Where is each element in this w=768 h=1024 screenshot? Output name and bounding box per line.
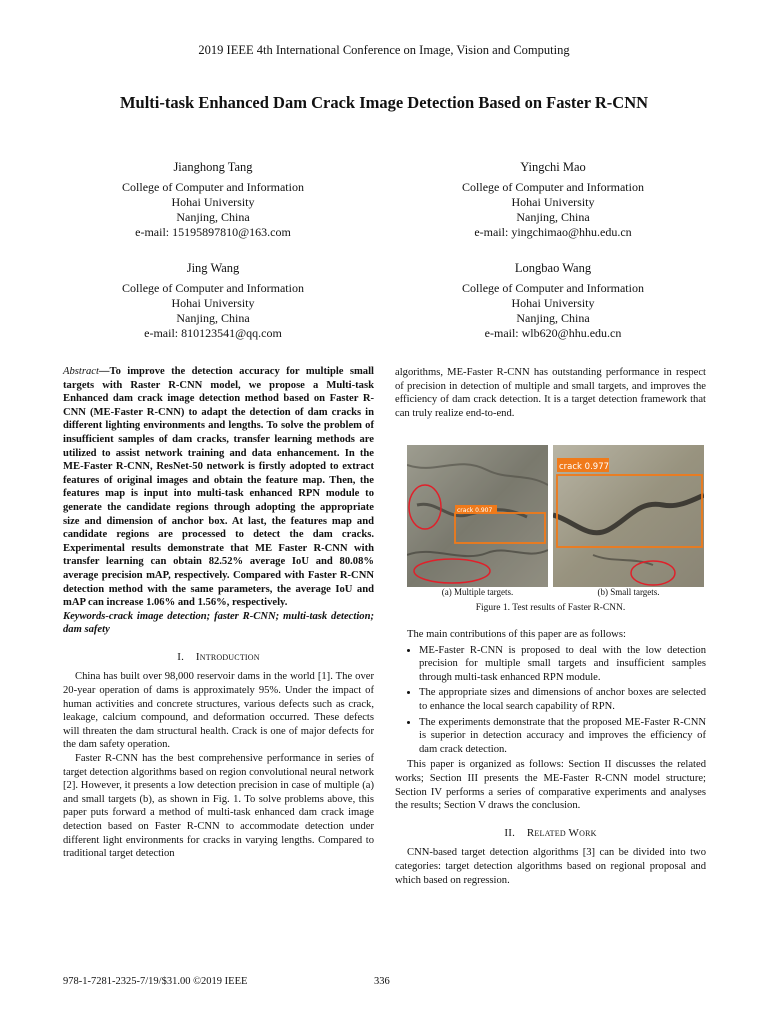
crack-image-small: [553, 445, 704, 587]
crack-image-multiple: [407, 445, 548, 587]
author-univ: Hohai University: [171, 296, 255, 310]
author-email: e-mail: 810123541@qq.com: [144, 326, 282, 340]
intro-paragraph-1: China has built over 98,000 reservoir dams in the world [1]. The over 20-year operation of dams is approximately 95%. Under the impact of human activities and concrete structures, various defects such as crack, leakage, calcium compound, and deformation occurred. These defects will threaten the dam structural health. Crack is one of major defects for the dam safety operation.: [63, 671, 374, 751]
author-city: Nanjing, China: [516, 311, 590, 325]
author-dept: College of Computer and Information: [122, 281, 304, 295]
list-item: • ME-Faster R-CNN is proposed to deal with the low detection precision for multiple small targets and insufficient samples through multi-task enhanced RPN module.: [419, 644, 706, 685]
author-name: Jianghong Tang: [173, 160, 253, 174]
author-name: Longbao Wang: [514, 261, 592, 275]
intro-paragraph-2: Faster R-CNN has the best comprehensive performance in series of target detection algorithms based on region convolutional neural network [2]. However, it presents a low detection precision in case of multiple (a) and small targets (b), as shown in Fig. 1. To solve problems above, this paper puts forward a method of multi-task enhanced dam crack image detection based on Faster R-CNN to accommodate detection under different light environments for cracks in varying lengths. Compared to traditional target detection: [63, 753, 374, 860]
author-block-3: [63, 261, 363, 341]
author-city: Nanjing, China: [176, 311, 250, 325]
right-column-bottom: [395, 628, 706, 887]
figure-1a-image: [407, 445, 548, 587]
author-dept: College of Computer and Information: [122, 180, 304, 194]
related-work-paragraph-1: CNN-based target detection algorithms [3] can be divided into two categories: target detection algorithms based on regional proposal and which based on regression.: [395, 847, 706, 886]
contributions-list: [395, 644, 706, 757]
author-name: Jing Wang: [186, 261, 240, 275]
author-univ: Hohai University: [171, 195, 255, 209]
list-item: • The experiments demonstrate that the proposed ME-Faster R-CNN is superior in detection accuracy and improves the efficiency of dam crack detection.: [419, 716, 706, 757]
abstract: Abstract—To improve the detection accuracy for multiple small targets with Raster R-CNN model, we propose a Multi-task Enhanced dam crack image detection method based on Faster R-CNN (ME-Faster R-CNN) to adapt the detection of dam cracks in different lighting environments and lengths. To solve the problem of insufficient samples of dam cracks, transfer learning methods are utilized to assist network training and data enhancement. In the ME-Faster R-CNN, ResNet-50 network is firstly adopted to extract features of original images and obtain the feature map. Then, the features map is input into multi-task enhanced RPN module to generate the candidate regions through adopting the appropriate size and dimension of anchor box. At last, the features map and candidate regions are processed to detect the dam cracks. Experimental results demonstrate that ME Faster R-CNN with transfer learning can obtain 82.52% average IoU and 80.08% average precision mAP, respectively. Compared with Faster R-CNN detection method with the same parameters, the average IoU and mAP can increase 1.06% and 1.56%, respectively.: [63, 366, 374, 609]
author-block-4: [403, 261, 703, 341]
figure-1b-image: [553, 445, 704, 587]
contributions-intro: The main contributions of this paper are as follows:: [407, 629, 626, 640]
author-univ: Hohai University: [511, 195, 595, 209]
author-email: e-mail: yingchimao@hhu.edu.cn: [474, 225, 632, 239]
keywords: Keywords-crack image detection; faster R-CNN; multi-task detection; dam safety: [63, 610, 374, 636]
author-city: Nanjing, China: [176, 210, 250, 224]
author-dept: College of Computer and Information: [462, 281, 644, 295]
author-city: Nanjing, China: [516, 210, 590, 224]
abstract-label: Abstract: [63, 366, 99, 377]
abstract-text: To improve the detection accuracy for multiple small targets with Raster R-CNN model, we propose a Multi-task Enhanced dam crack image detection method based on Faster R-CNN (ME-Faster R-CNN) to adapt the detection of dam cracks in different lighting environments and lengths. To solve the problem of insufficient samples of dam cracks, transfer learning methods are utilized to assist network training and data enhancement. In the ME-Faster R-CNN, ResNet-50 network is firstly adopted to extract features of original images and obtain the feature map. Then, the features map is input into multi-task enhanced RPN module to generate the candidate regions through adopting the appropriate size and dimension of anchor box. At last, the features map and candidate regions are processed to detect the dam cracks. Experimental results demonstrate that ME Faster R-CNN with transfer learning can obtain 82.52% average IoU and 80.08% average precision mAP, respectively. Compared with Faster R-CNN detection method with the same parameters, the average IoU and mAP can increase 1.06% and 1.56%, respectively.: [63, 366, 374, 609]
organization-paragraph: This paper is organized as follows: Section II discusses the related works; Section III presents the ME-Faster R-CNN model structure; Section IV performs a series of comparative experiments and analyses the results; Section V draws the conclusion.: [395, 759, 706, 812]
figure-1b-subcaption: (b) Small targets.: [597, 587, 660, 597]
figure-1a-subcaption: (a) Multiple targets.: [441, 587, 514, 597]
conference-header: 2019 IEEE 4th International Conference on Image, Vision and Computing: [198, 43, 570, 57]
author-block-2: [403, 160, 703, 240]
list-item: • The appropriate sizes and dimensions of anchor boxes are selected to enhance the local search capability of RPN.: [419, 686, 706, 713]
section-heading-related-work: II. Related Work: [504, 826, 597, 839]
intro-paragraph-continued: algorithms, ME-Faster R-CNN has outstanding performance in respect of precision in detection of multiple and small targets, and improves the efficiency of dam crack detection. It is a target detection framework that can truly realize end-to-end.: [395, 367, 706, 419]
author-dept: College of Computer and Information: [462, 180, 644, 194]
author-email: e-mail: 15195897810@163.com: [135, 225, 291, 239]
right-column-top: [395, 366, 706, 420]
paper-title: Multi-task Enhanced Dam Crack Image Detection Based on Faster R-CNN: [119, 93, 649, 112]
section-heading-introduction: I. Introduction: [177, 650, 260, 663]
detection-label-a: crack 0.907: [457, 507, 493, 514]
figure-1: [407, 445, 704, 587]
figure-1-caption: Figure 1. Test results of Faster R-CNN.: [475, 603, 626, 613]
author-email: e-mail: wlb620@hhu.edu.cn: [484, 326, 622, 340]
left-column: [63, 365, 374, 861]
author-name: Yingchi Mao: [520, 160, 586, 174]
footer-isbn: 978-1-7281-2325-7/19/$31.00 ©2019 IEEE: [63, 976, 248, 987]
author-univ: Hohai University: [511, 296, 595, 310]
author-block-1: [63, 160, 363, 240]
detection-label-b: crack 0.977: [559, 462, 610, 472]
page-number: 336: [374, 976, 390, 987]
